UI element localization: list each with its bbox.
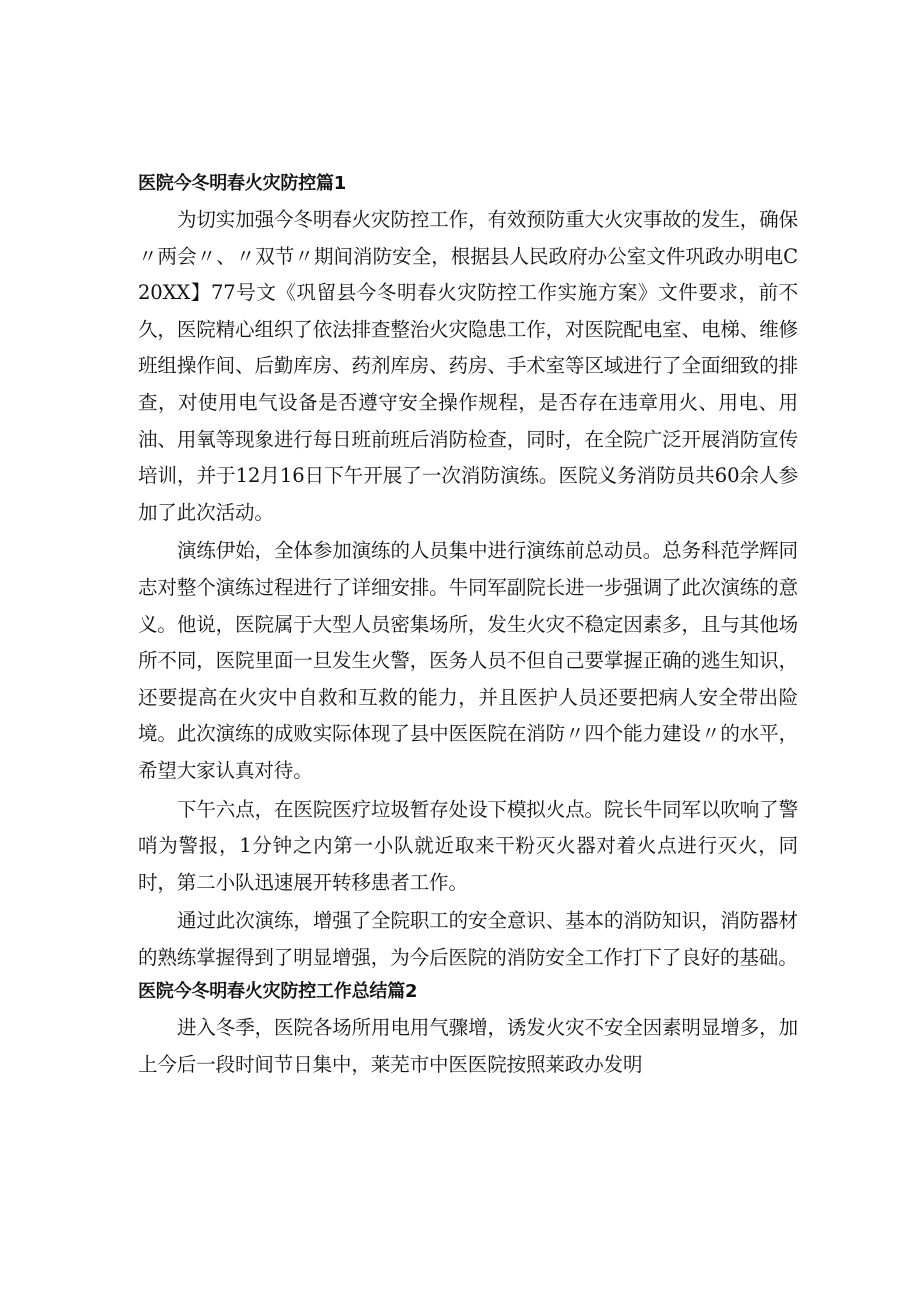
section-1-paragraph-3: 下午六点，在医院医疗垃圾暂存处设下模拟火点。院长牛同军以吹响了警哨为警报，1分钟之内第一小队就近取来干粉灭火器对着火点进行灭火，同时，第二小队迅速展开转移患者工作。 <box>138 797 798 894</box>
document-page <box>138 168 798 1084</box>
section-1-heading: 医院今冬明春火灾防控篇1 <box>138 173 347 194</box>
section-2-paragraph-1: 进入冬季，医院各场所用电用气骤增，诱发火灾不安全因素明显增多，加上今后一段时间节日集中，莱芜市中医医院按照莱政办发明 <box>138 1016 798 1077</box>
section-2-heading: 医院今冬明春火灾防控工作总结篇2 <box>138 981 418 1003</box>
section-1-paragraph-1: 为切实加强今冬明春火灾防控工作，有效预防重大火灾事故的发生，确保〃两会〃、〃双节〃期间消防安全，根据县人民政府办公室文件巩政办明电C20XX】77号文《巩留县今冬明春火灾防控工作实施方案》文件要求，前不久，医院精心组织了依法排查整治火灾隐患工作，对医院配电室、电梯、维修班组操作间、后勤库房、药剂库房、药房、手术室等区域进行了全面细致的排查，对使用电气设备是否遵守安全操作规程，是否存在违章用火、用电、用油、用氧等现象进行每日班前班后消防检查，同时，在全院广泛开展消防宣传培训，并于12月16日下午开展了一次消防演练。医院义务消防员共60余人参加了此次活动。 <box>138 208 798 524</box>
section-1-paragraph-4: 通过此次演练，增强了全院职工的安全意识、基本的消防知识，消防器材的熟练掌握得到了明显增强，为今后医院的消防安全工作打下了良好的基础。 <box>138 909 798 969</box>
section-1-paragraph-2: 演练伊始，全体参加演练的人员集中进行演练前总动员。总务科范学辉同志对整个演练过程进行了详细安排。牛同军副院长进一步强调了此次演练的意义。他说，医院属于大型人员密集场所，发生火灾不稳定因素多，且与其他场所不同，医院里面一旦发生火警，医务人员不但自己要掌握正确的逃生知识，还要提高在火灾中自救和互救的能力，并且医护人员还要把病人安全带出险境。此次演练的成败实际体现了县中医医院在消防〃四个能力建设〃的水平，希望大家认真对待。 <box>138 539 798 782</box>
